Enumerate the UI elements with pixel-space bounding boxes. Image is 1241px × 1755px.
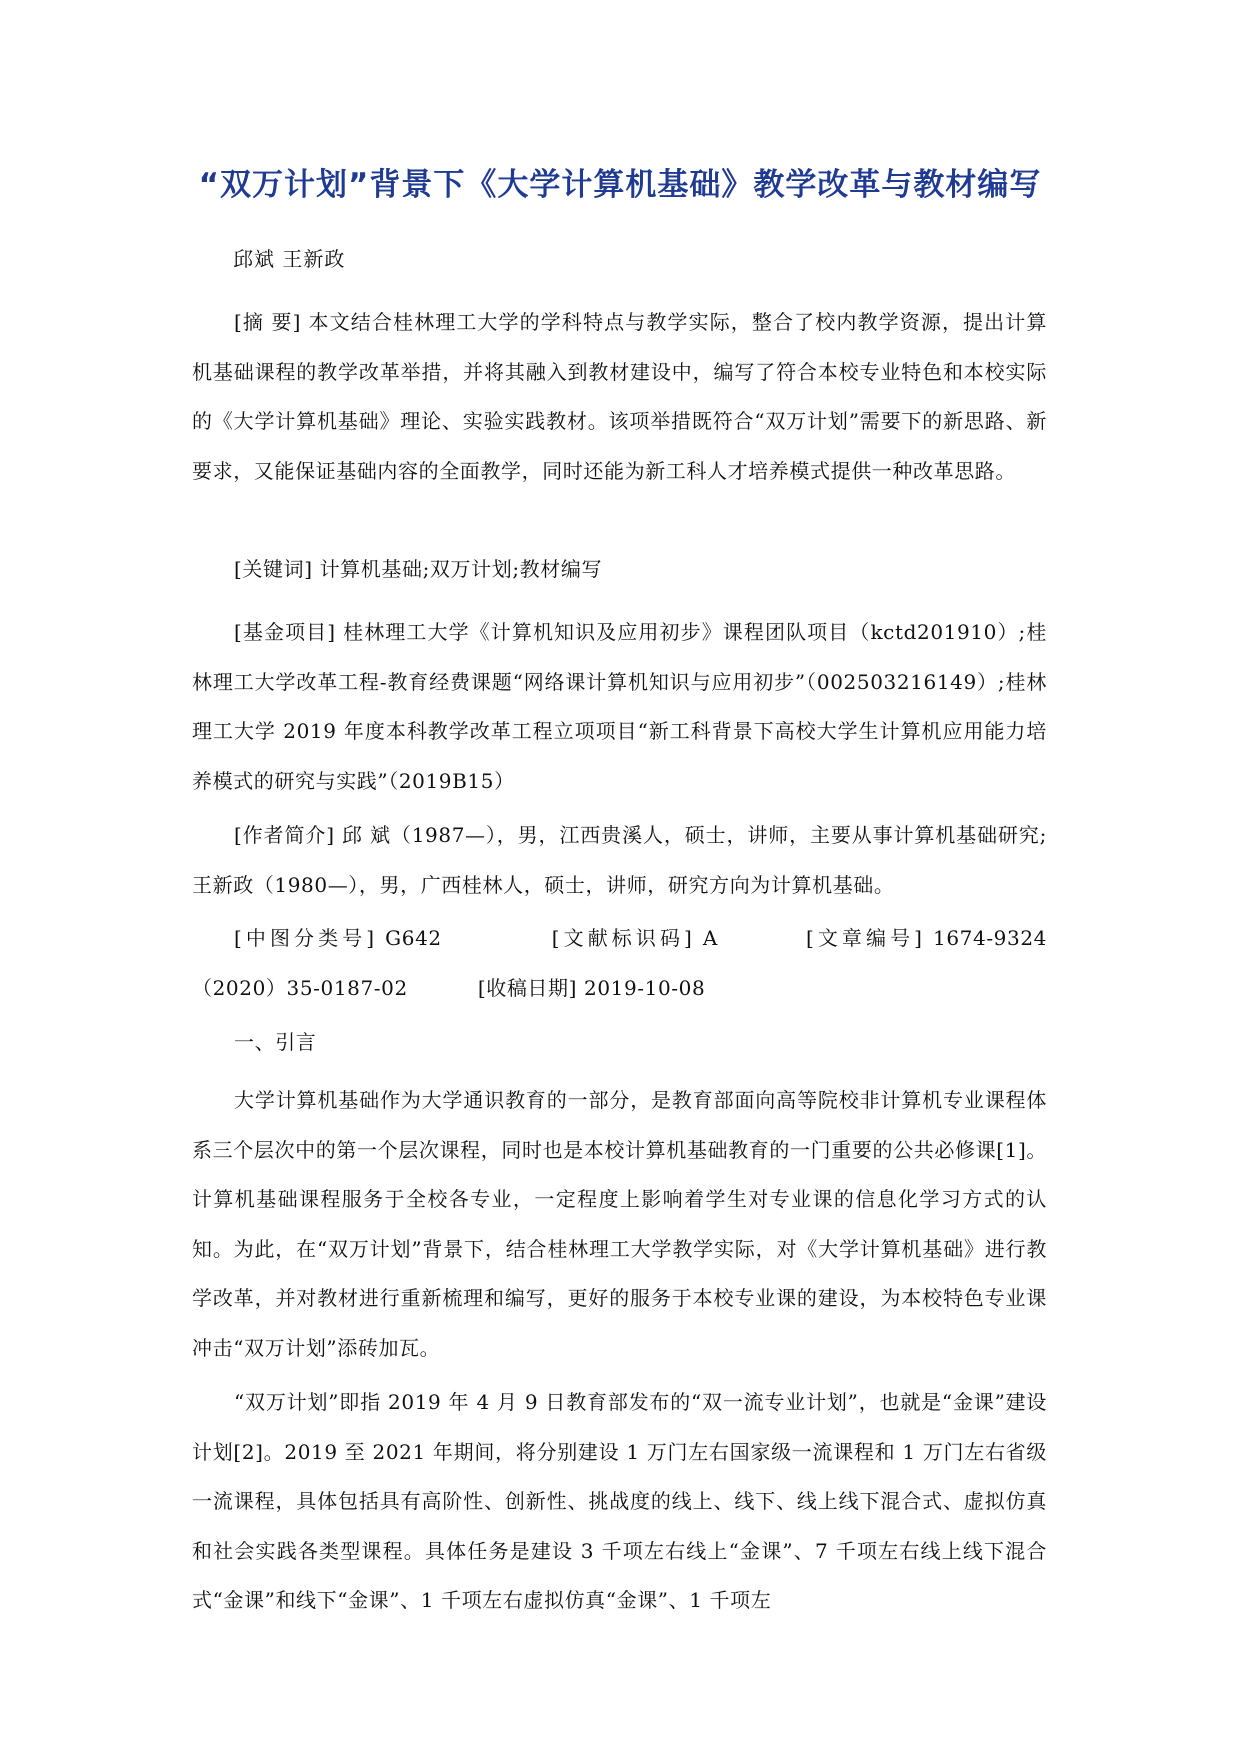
abstract-paragraph	[192, 298, 1047, 496]
keywords-label: [关键词]	[234, 557, 313, 581]
doc-code-label: [文献标识码]	[551, 926, 693, 950]
author-info-label: [作者简介]	[234, 823, 335, 847]
article-no-label: [文章编号]	[805, 926, 923, 950]
clc-value: G642	[385, 926, 442, 950]
intro-paragraph-1: 大学计算机基础作为大学通识教育的一部分，是教育部面向高等院校非计算机专业课程体系三个层次中的第一个层次课程，同时也是本校计算机基础教育的一门重要的公共必修课[1]。计算机基础课程服务于全校各专业，一定程度上影响着学生对专业课的信息化学习方式的认知。为此，在“双万计划”背景下，结合桂林理工大学教学实际，对《大学计算机基础》进行教学改革，并对教材进行重新梳理和编写，更好的服务于本校专业课的建设，为本校特色专业课冲击“双万计划”添砖加瓦。	[192, 1088, 1047, 1360]
classification-paragraph	[192, 914, 1047, 1013]
author-info-text: 邱 斌（1987—），男，江西贵溪人，硕士，讲师，主要从事计算机基础研究;王新政（1980—），男，广西桂林人，硕士，讲师，研究方向为计算机基础。	[192, 823, 1047, 897]
section-heading: 一、引言	[234, 1030, 317, 1054]
fund-text: 桂林理工大学《计算机知识及应用初步》课程团队项目（kctd201910）;桂林理工大学改革工程-教育经费课题“网络课计算机知识与应用初步”（002503216149）;桂林理工大学 2019 年度本科教学改革工程立项项目“新工科背景下高校大学生计算机应用能力培养模式的研究与实践”（2019B15）	[192, 620, 1047, 793]
author-names: 邱斌 王新政	[233, 247, 346, 271]
article-no-value: 1674-9324（2020）35-0187-02	[192, 926, 1047, 1000]
fund-label: [基金项目]	[234, 620, 336, 644]
paper-title: “双万计划”背景下《大学计算机基础》教学改革与教材编写	[198, 167, 1042, 203]
author-info-paragraph	[192, 811, 1047, 910]
intro-paragraph-2: “双万计划”即指 2019 年 4 月 9 日教育部发布的“双一流专业计划”，也就是“金课”建设计划[2]。2019 至 2021 年期间，将分别建设 1 万门左右国家级一流课程和 1 万门左右省级一流课程，具体包括具有高阶性、创新性、挑战度的线上、线下、线上线下混合式、虚拟仿真和社会实践各类型课程。具体任务是建设 3 千项左右线上“金课”、7 千项左右线上线下混合式“金课”和线下“金课”、1 千项左右虚拟仿真“金课”、1 千项左	[192, 1390, 1047, 1612]
abstract-text: 本文结合桂林理工大学的学科特点与教学实际，整合了校内教学资源，提出计算机基础课程的教学改革举措，并将其融入到教材建设中，编写了符合本校专业特色和本校实际的《大学计算机基础》理论、实验实践教材。该项举措既符合“双万计划”需要下的新思路、新要求，又能保证基础内容的全面教学，同时还能为新工科人才培养模式提供一种改革思路。	[192, 310, 1048, 483]
received-value: 2019-10-08	[584, 975, 706, 1000]
clc-label: [中图分类号]	[234, 926, 375, 950]
keywords-paragraph	[192, 545, 1047, 595]
keywords-text: 计算机基础;双万计划;教材编写	[319, 557, 603, 581]
received-label: [收稿日期]	[477, 975, 578, 1000]
fund-paragraph	[192, 608, 1047, 806]
abstract-label: [摘 要]	[234, 310, 302, 334]
doc-code-value: A	[702, 926, 718, 950]
